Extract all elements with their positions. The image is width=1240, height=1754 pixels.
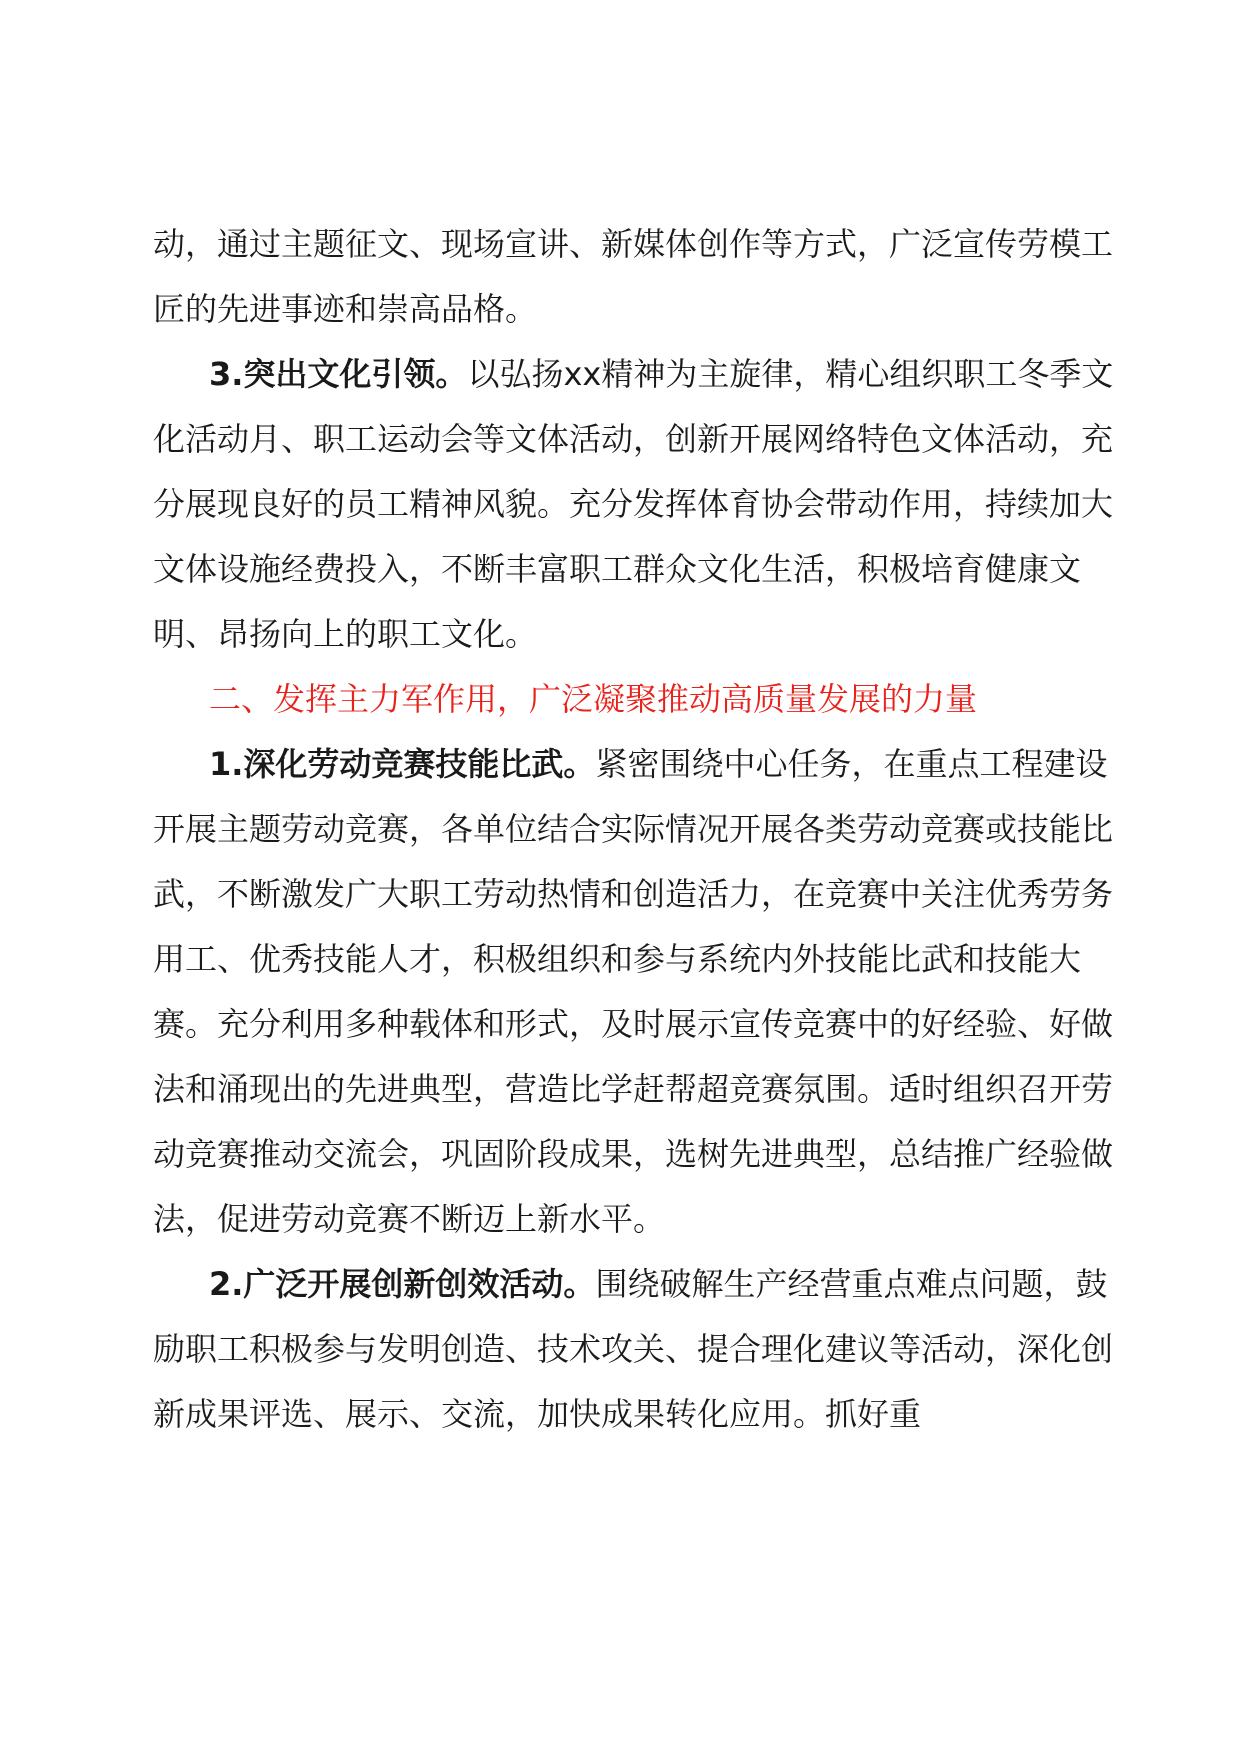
paragraph-culture-leading	[153, 342, 1115, 667]
paragraph-innovation	[153, 1252, 1115, 1447]
paragraph-lead: 3.突出文化引领。	[209, 355, 468, 393]
paragraph-text: 动，通过主题征文、现场宣讲、新媒体创作等方式，广泛宣传劳模工匠的先进事迹和崇高品格。	[153, 225, 1114, 328]
paragraph-continuation	[153, 212, 1115, 342]
document-body	[153, 212, 1115, 1447]
paragraph-text: 以弘扬xx精神为主旋律，精心组织职工冬季文化活动月、职工运动会等文体活动，创新开展网络特色文体活动，充分展现良好的员工精神风貌。充分发挥体育协会带动作用，持续加大文体设施经费投入，不断丰富职工群众文化生活，积极培育健康文明、昂扬向上的职工文化。	[153, 355, 1114, 653]
section-heading: 二、发挥主力军作用，广泛凝聚推动高质量发展的力量	[209, 680, 978, 718]
paragraph-text: 围绕破解生产经营重点难点问题，鼓励职工积极参与发明创造、技术攻关、提合理化建议等活动，深化创新成果评选、展示、交流，加快成果转化应用。抓好重	[153, 1265, 1114, 1433]
paragraph-lead: 2.广泛开展创新创效活动。	[209, 1265, 596, 1303]
paragraph-labor-competition	[153, 732, 1115, 1252]
paragraph-text: 紧密围绕中心任务，在重点工程建设开展主题劳动竞赛，各单位结合实际情况开展各类劳动竞赛或技能比武，不断激发广大职工劳动热情和创造活力，在竞赛中关注优秀劳务用工、优秀技能人才，积极组织和参与系统内外技能比武和技能大赛。充分利用多种载体和形式，及时展示宣传竞赛中的好经验、好做法和涌现出的先进典型，营造比学赶帮超竞赛氛围。适时组织召开劳动竞赛推动交流会，巩固阶段成果，选树先进典型，总结推广经验做法，促进劳动竞赛不断迈上新水平。	[153, 745, 1114, 1238]
paragraph-lead: 1.深化劳动竞赛技能比武。	[209, 745, 596, 783]
